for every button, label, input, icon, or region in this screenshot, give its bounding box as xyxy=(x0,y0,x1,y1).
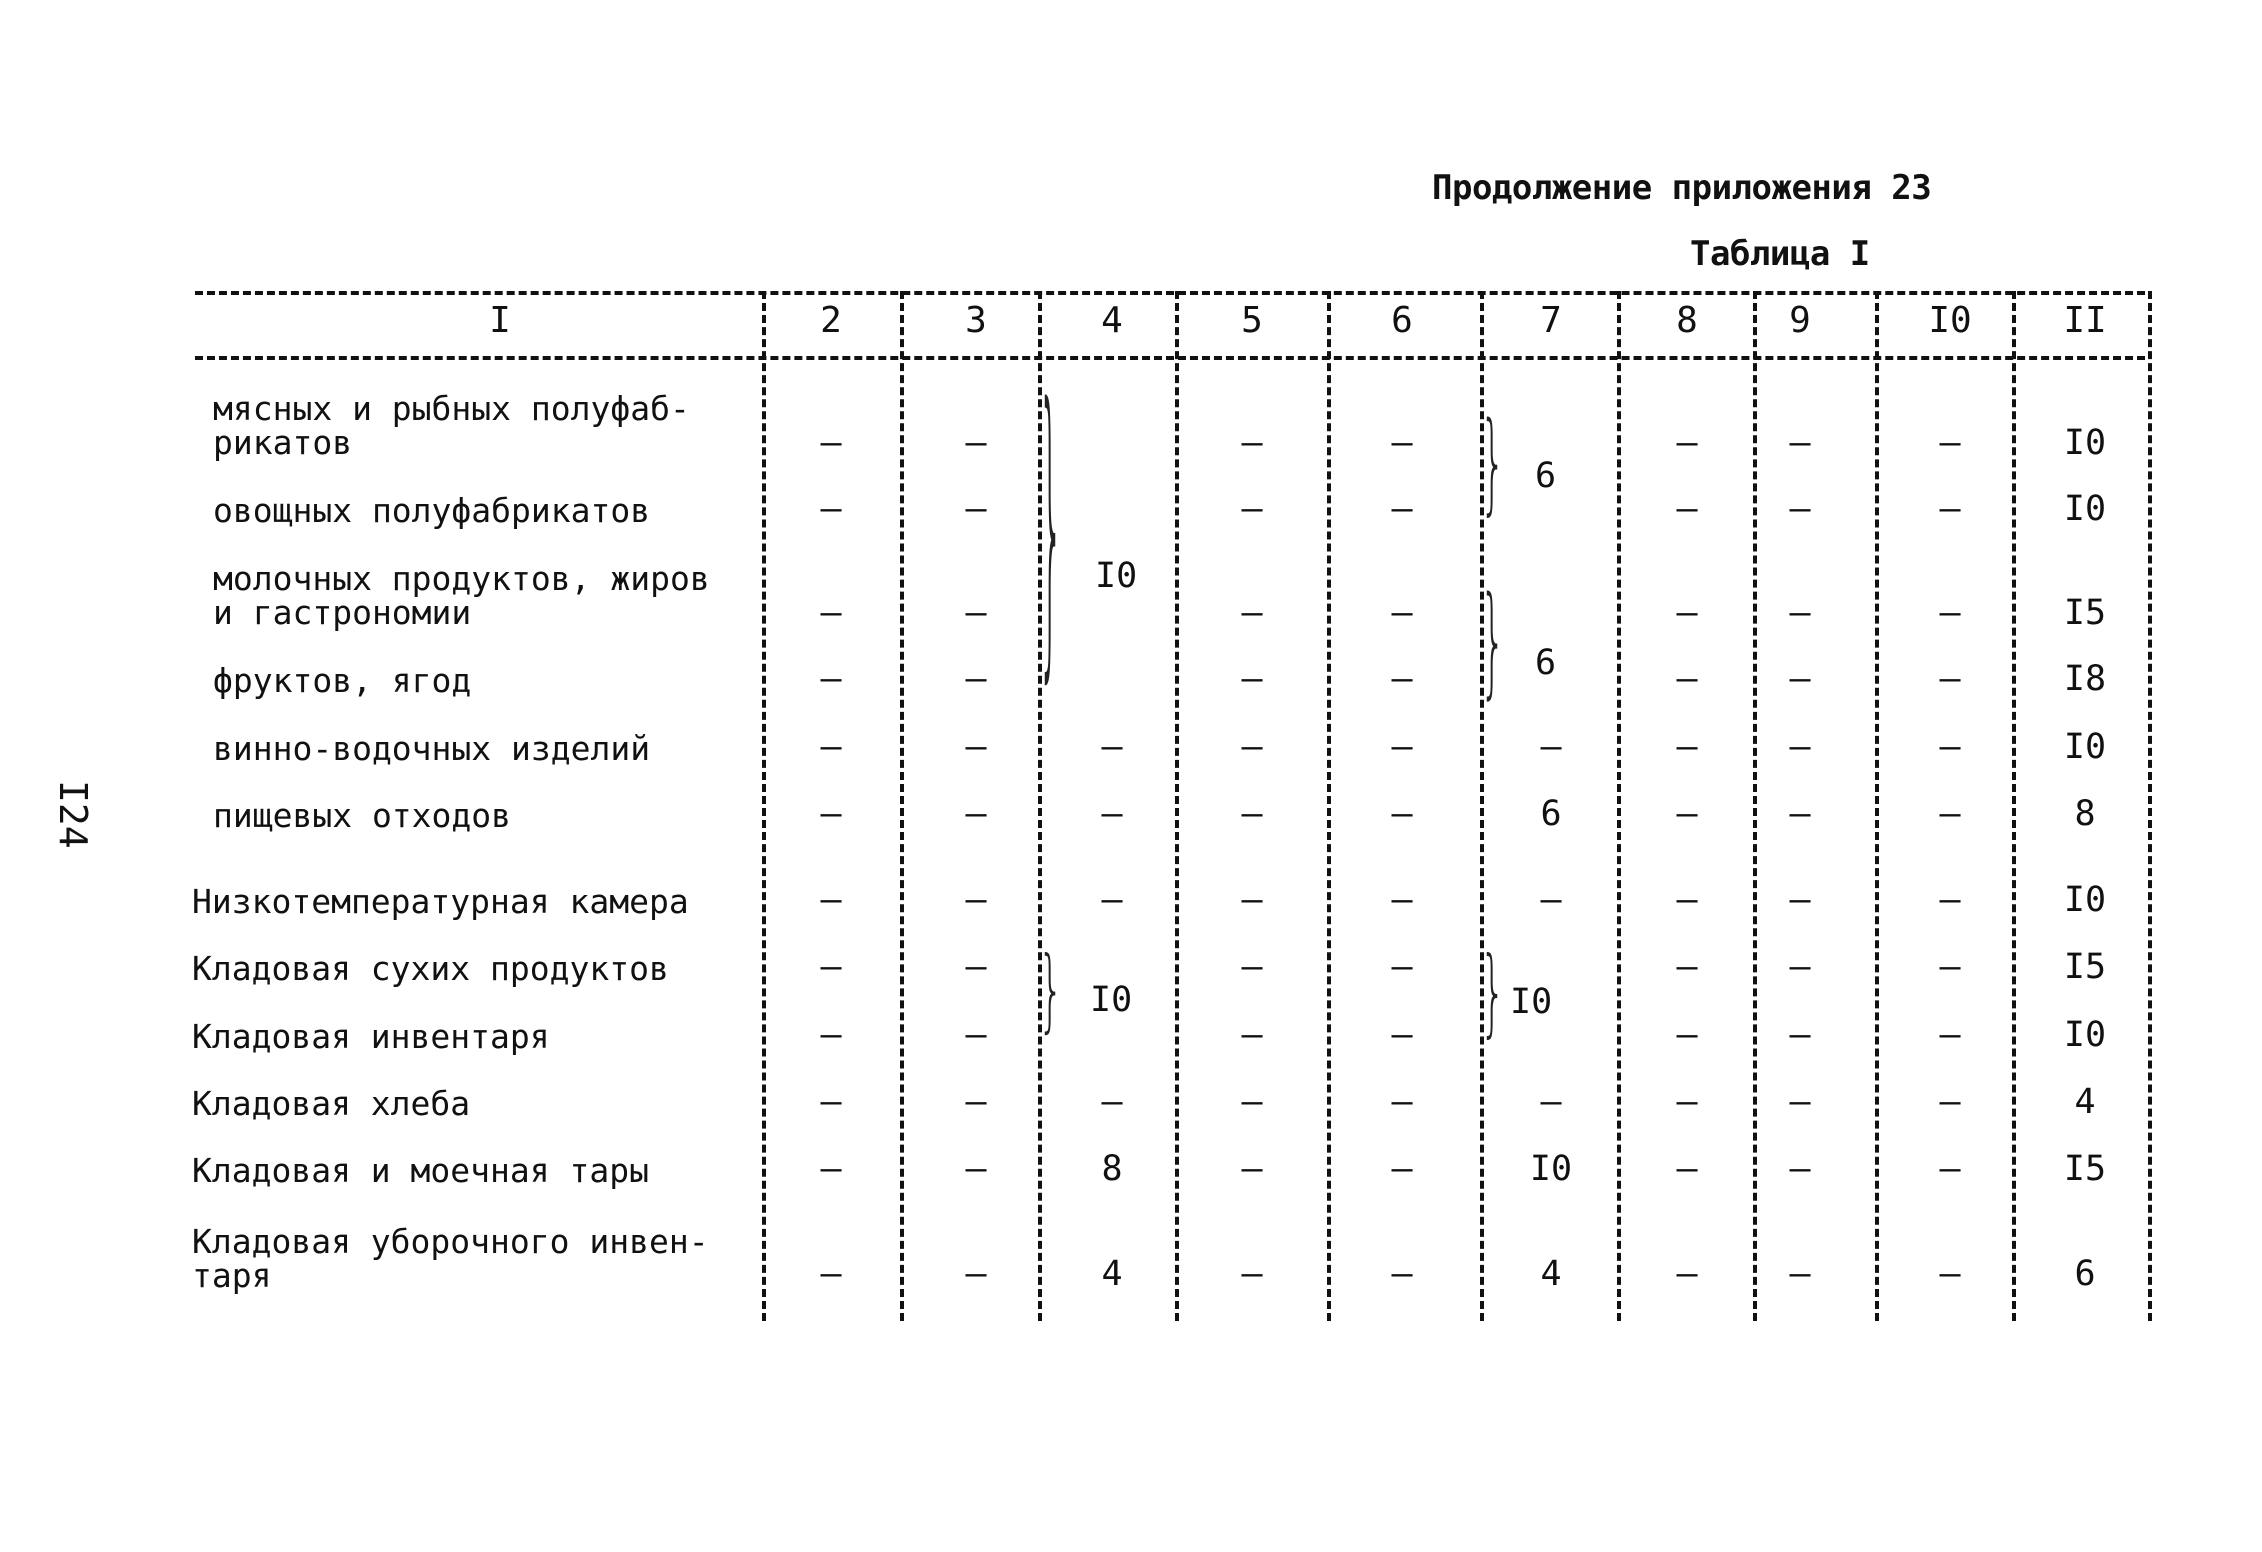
table-cell: – xyxy=(1676,489,1698,529)
table-cell: – xyxy=(1101,1082,1123,1122)
row-label: винно-водочных изделий xyxy=(213,729,651,768)
column-separator xyxy=(2012,291,2016,1321)
table-cell: – xyxy=(1676,1015,1698,1055)
table-cell: – xyxy=(1939,423,1961,463)
table-cell: – xyxy=(820,489,842,529)
table-cell: – xyxy=(820,727,842,767)
table-cell: 8 xyxy=(1101,1149,1123,1189)
row-label: пищевых отходов xyxy=(213,796,512,835)
table-cell: – xyxy=(1676,659,1698,699)
table-cell: I5 xyxy=(2063,593,2107,633)
table-cell: – xyxy=(965,1149,987,1189)
brace-icon: } xyxy=(1038,939,1064,1043)
table-cell: – xyxy=(1241,880,1263,920)
table-cell: 8 xyxy=(2074,794,2096,834)
table-cell: – xyxy=(965,1082,987,1122)
table-cell: – xyxy=(1789,593,1811,633)
column-header: 6 xyxy=(1391,300,1413,341)
table-cell: – xyxy=(1789,423,1811,463)
table-cell: – xyxy=(820,1254,842,1294)
row-label: Кладовая и моечная тары xyxy=(192,1151,649,1190)
table-cell: – xyxy=(1540,880,1562,920)
table-cell: – xyxy=(1241,489,1263,529)
table-cell: – xyxy=(1789,1254,1811,1294)
row-label: Кладовая хлеба xyxy=(192,1084,471,1123)
table-cell: – xyxy=(1789,880,1811,920)
table-cell: – xyxy=(1241,1254,1263,1294)
table-cell: – xyxy=(1391,947,1413,987)
table-cell: 4 xyxy=(1540,1254,1562,1294)
table-cell: – xyxy=(965,794,987,834)
table-cell: 6 xyxy=(2074,1254,2096,1294)
column-separator xyxy=(900,291,904,1321)
table-cell: – xyxy=(1789,727,1811,767)
table-cell: – xyxy=(1939,659,1961,699)
row-label: овощных полуфабрикатов xyxy=(213,491,651,530)
merged-value: I0 xyxy=(1095,556,1138,596)
column-header: 3 xyxy=(965,300,987,341)
header-bottom-rule xyxy=(195,356,2145,360)
table-cell: – xyxy=(1540,1082,1562,1122)
table-cell: – xyxy=(1676,593,1698,633)
table-cell: 4 xyxy=(2074,1082,2096,1122)
table-cell: – xyxy=(965,947,987,987)
column-separator xyxy=(1327,291,1331,1321)
table-cell: – xyxy=(1391,1149,1413,1189)
table-cell: I5 xyxy=(2063,1149,2107,1189)
table-cell: – xyxy=(1939,947,1961,987)
table-cell: – xyxy=(1391,1015,1413,1055)
merged-value: 6 xyxy=(1535,456,1557,496)
column-header: 4 xyxy=(1101,300,1123,341)
table-cell: – xyxy=(820,1015,842,1055)
table-cell: – xyxy=(1391,1254,1413,1294)
table-cell: – xyxy=(1789,1082,1811,1122)
merged-value: I0 xyxy=(1510,982,1553,1022)
table-cell: I0 xyxy=(2063,880,2107,920)
table-cell: – xyxy=(965,659,987,699)
table-cell: – xyxy=(1676,423,1698,463)
table-cell: 4 xyxy=(1101,1254,1123,1294)
table-cell: I0 xyxy=(2063,423,2107,463)
table-cell: – xyxy=(820,593,842,633)
table-cell: – xyxy=(1939,1149,1961,1189)
row-label: Кладовая уборочного инвен- таря xyxy=(192,1222,709,1295)
table-cell: – xyxy=(965,1254,987,1294)
table-cell: – xyxy=(1789,794,1811,834)
table-cell: – xyxy=(1241,659,1263,699)
table-cell: – xyxy=(1391,489,1413,529)
table-cell: – xyxy=(1101,727,1123,767)
column-header: 8 xyxy=(1676,300,1698,341)
table-cell: – xyxy=(1789,659,1811,699)
table-cell: – xyxy=(820,947,842,987)
table-cell: – xyxy=(965,423,987,463)
table-cell: – xyxy=(1676,1254,1698,1294)
table-cell: – xyxy=(1241,593,1263,633)
table-cell: – xyxy=(820,880,842,920)
column-header: 7 xyxy=(1540,300,1562,341)
merged-value: 6 xyxy=(1535,643,1557,683)
brace-icon: } xyxy=(1480,574,1506,712)
table-cell: – xyxy=(1241,423,1263,463)
row-label: фруктов, ягод xyxy=(213,661,472,700)
table-cell: – xyxy=(1540,727,1562,767)
column-separator xyxy=(2148,291,2152,1321)
column-header: 5 xyxy=(1241,300,1263,341)
table-cell: – xyxy=(1241,1015,1263,1055)
table-cell: – xyxy=(965,1015,987,1055)
table-cell: – xyxy=(1101,880,1123,920)
table-cell: I0 xyxy=(1529,1149,1573,1189)
merged-value: I0 xyxy=(1090,980,1133,1020)
table-cell: – xyxy=(1789,1015,1811,1055)
column-header: II xyxy=(2063,300,2107,341)
table-cell: – xyxy=(1939,593,1961,633)
table-cell: – xyxy=(1391,794,1413,834)
table-cell: – xyxy=(1391,880,1413,920)
table-cell: – xyxy=(1391,727,1413,767)
table-cell: – xyxy=(1241,1082,1263,1122)
table-cell: – xyxy=(1939,1082,1961,1122)
table-cell: – xyxy=(820,1149,842,1189)
table-cell: – xyxy=(1676,1149,1698,1189)
table-cell: – xyxy=(965,489,987,529)
table-cell: – xyxy=(1676,727,1698,767)
brace-icon: } xyxy=(1480,938,1506,1048)
table-cell: – xyxy=(1676,1082,1698,1122)
table-cell: – xyxy=(1101,794,1123,834)
row-label: молочных продуктов, жиров и гастрономии xyxy=(213,559,710,632)
table-title: Таблица I xyxy=(1690,234,1870,274)
table-cell: 6 xyxy=(1540,794,1562,834)
row-label: Низкотемпературная камера xyxy=(192,882,689,921)
table-cell: – xyxy=(1789,1149,1811,1189)
table-cell: – xyxy=(1939,1254,1961,1294)
table-cell: – xyxy=(1676,794,1698,834)
table-cell: – xyxy=(1939,880,1961,920)
table-cell: – xyxy=(1939,794,1961,834)
table-top-rule xyxy=(195,291,2145,295)
row-label: Кладовая сухих продуктов xyxy=(192,949,669,988)
column-header: 2 xyxy=(820,300,842,341)
table-cell: – xyxy=(820,1082,842,1122)
table-cell: – xyxy=(1391,423,1413,463)
row-label: Кладовая инвентаря xyxy=(192,1017,550,1056)
table-cell: – xyxy=(1391,1082,1413,1122)
column-separator xyxy=(1617,291,1621,1321)
brace-icon: } xyxy=(1038,349,1064,713)
table-cell: – xyxy=(1241,727,1263,767)
table-cell: – xyxy=(1676,880,1698,920)
table-cell: – xyxy=(1676,947,1698,987)
table-cell: – xyxy=(965,880,987,920)
column-header: I xyxy=(489,300,511,341)
table-cell: – xyxy=(965,727,987,767)
table-cell: – xyxy=(1939,489,1961,529)
table-cell: I8 xyxy=(2063,659,2107,699)
column-separator xyxy=(1875,291,1879,1321)
column-header: 9 xyxy=(1789,300,1811,341)
brace-icon: } xyxy=(1480,400,1506,528)
table-cell: – xyxy=(1241,947,1263,987)
column-separator xyxy=(1175,291,1179,1321)
column-header: I0 xyxy=(1928,300,1972,341)
table-cell: – xyxy=(965,593,987,633)
table-cell: I0 xyxy=(2063,727,2107,767)
table-cell: – xyxy=(820,659,842,699)
table-cell: – xyxy=(1939,1015,1961,1055)
table-cell: – xyxy=(1241,794,1263,834)
table-cell: – xyxy=(1939,727,1961,767)
table-cell: I0 xyxy=(2063,1015,2107,1055)
table-cell: – xyxy=(820,794,842,834)
table-cell: I5 xyxy=(2063,947,2107,987)
continuation-heading: Продолжение приложения 23 xyxy=(1432,168,1932,208)
table-cell: – xyxy=(1391,659,1413,699)
table-cell: – xyxy=(820,423,842,463)
table-cell: – xyxy=(1241,1149,1263,1189)
table-cell: – xyxy=(1789,489,1811,529)
table-cell: – xyxy=(1789,947,1811,987)
table-cell: I0 xyxy=(2063,489,2107,529)
row-label: мясных и рыбных полуфаб- рикатов xyxy=(213,389,690,462)
table-cell: – xyxy=(1391,593,1413,633)
page-number: I24 xyxy=(51,780,95,849)
